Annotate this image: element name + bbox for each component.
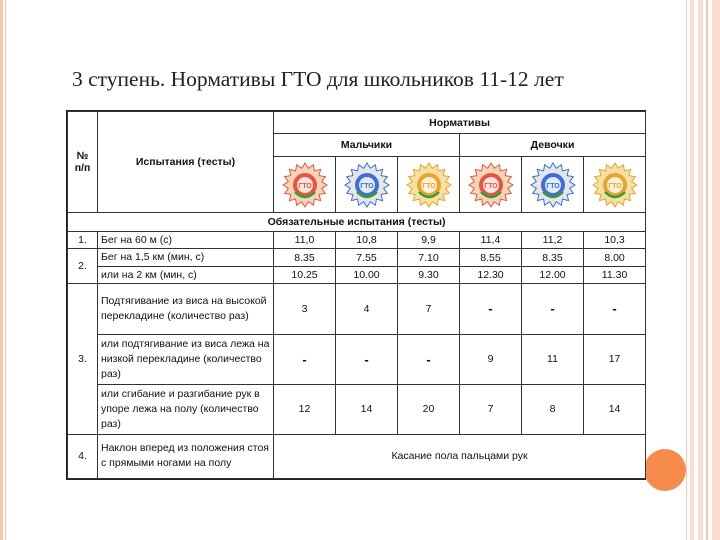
gto-badge-bronze-icon	[468, 162, 514, 208]
badge-cell	[584, 157, 646, 213]
table-row	[68, 334, 646, 384]
badge-cell	[398, 157, 460, 213]
row-test: или на 2 км (мин, с)	[98, 267, 274, 284]
value-cell: 9.30	[398, 267, 460, 284]
value-cell: 8	[522, 384, 584, 434]
decorative-circle	[644, 449, 686, 491]
badge-label: ГТО	[421, 182, 436, 190]
right-border-stripe	[686, 0, 687, 540]
row-num: 1.	[68, 232, 98, 249]
gto-norms-table-wrapper	[66, 110, 646, 480]
badge-label: ГТО	[297, 182, 312, 190]
row-test: или сгибание и разгибание рук в упоре лежа на полу (количество раз)	[98, 384, 274, 434]
row-num: 4.	[68, 434, 98, 478]
value-cell: 11,2	[522, 232, 584, 249]
table-row	[68, 249, 646, 267]
merged-value-cell: Касание пола пальцами рук	[274, 434, 646, 478]
value-cell: 10.25	[274, 267, 336, 284]
badge-cell	[460, 157, 522, 213]
value-cell: -	[522, 284, 584, 334]
row-num: 3.	[68, 284, 98, 434]
value-cell: 10,8	[336, 232, 398, 249]
value-cell: 10,3	[584, 232, 646, 249]
section-title: Обязательные испытания (тесты)	[68, 213, 646, 232]
value-cell: 14	[584, 384, 646, 434]
gto-badge-gold-icon	[592, 162, 638, 208]
badge-label: ГТО	[483, 182, 498, 190]
value-cell: 20	[398, 384, 460, 434]
row-num: 2.	[68, 249, 98, 284]
row-test: Наклон вперед из положения стоя с прямыми ногами на полу	[98, 434, 274, 478]
header-boys: Мальчики	[274, 134, 460, 157]
table-row	[68, 284, 646, 334]
badge-cell	[522, 157, 584, 213]
right-border-stripe	[712, 0, 720, 540]
gto-badge-gold-icon	[406, 162, 452, 208]
value-cell: 12.30	[460, 267, 522, 284]
header-num: № п/п	[68, 112, 98, 213]
table-row	[68, 267, 646, 284]
value-cell: -	[398, 334, 460, 384]
right-border-stripe	[706, 0, 708, 540]
table-row	[68, 384, 646, 434]
value-cell: 17	[584, 334, 646, 384]
row-test: или подтягивание из виса лежа на низкой перекладине (количество раз)	[98, 334, 274, 384]
badge-cell	[274, 157, 336, 213]
value-cell: 11.30	[584, 267, 646, 284]
gto-badge-silver-icon	[344, 162, 390, 208]
value-cell: 3	[274, 284, 336, 334]
header-girls: Девочки	[460, 134, 646, 157]
value-cell: -	[460, 284, 522, 334]
value-cell: 4	[336, 284, 398, 334]
value-cell: 9,9	[398, 232, 460, 249]
value-cell: 10.00	[336, 267, 398, 284]
value-cell: 14	[336, 384, 398, 434]
table-row	[68, 434, 646, 478]
row-test: Бег на 60 м (с)	[98, 232, 274, 249]
value-cell: -	[584, 284, 646, 334]
right-border-stripe	[698, 0, 703, 540]
gto-badge-silver-icon	[530, 162, 576, 208]
value-cell: 8.55	[460, 249, 522, 267]
slide-title: 3 ступень. Нормативы ГТО для школьников 11-12 лет	[72, 67, 564, 91]
value-cell: -	[274, 334, 336, 384]
value-cell: 7.55	[336, 249, 398, 267]
badge-cell	[336, 157, 398, 213]
right-border-stripe	[690, 0, 694, 540]
left-border-stripe-thin	[5, 0, 6, 540]
value-cell: 7	[460, 384, 522, 434]
gto-badge-bronze-icon	[282, 162, 328, 208]
badge-label: ГТО	[607, 182, 622, 190]
value-cell: 11,0	[274, 232, 336, 249]
value-cell: 9	[460, 334, 522, 384]
value-cell: 8.35	[522, 249, 584, 267]
header-tests: Испытания (тесты)	[98, 112, 274, 213]
value-cell: 11,4	[460, 232, 522, 249]
value-cell: 8.35	[274, 249, 336, 267]
left-border-stripe	[0, 0, 3, 540]
value-cell: 8.00	[584, 249, 646, 267]
value-cell: -	[336, 334, 398, 384]
value-cell: 12	[274, 384, 336, 434]
row-test: Подтягивание из виса на высокой перекладине (количество раз)	[98, 284, 274, 334]
header-norms: Нормативы	[274, 112, 646, 134]
gto-norms-table	[67, 111, 646, 479]
badge-label: ГТО	[545, 182, 560, 190]
value-cell: 7	[398, 284, 460, 334]
badge-label: ГТО	[359, 182, 374, 190]
value-cell: 7.10	[398, 249, 460, 267]
table-row	[68, 232, 646, 249]
row-test: Бег на 1,5 км (мин, с)	[98, 249, 274, 267]
value-cell: 11	[522, 334, 584, 384]
value-cell: 12.00	[522, 267, 584, 284]
